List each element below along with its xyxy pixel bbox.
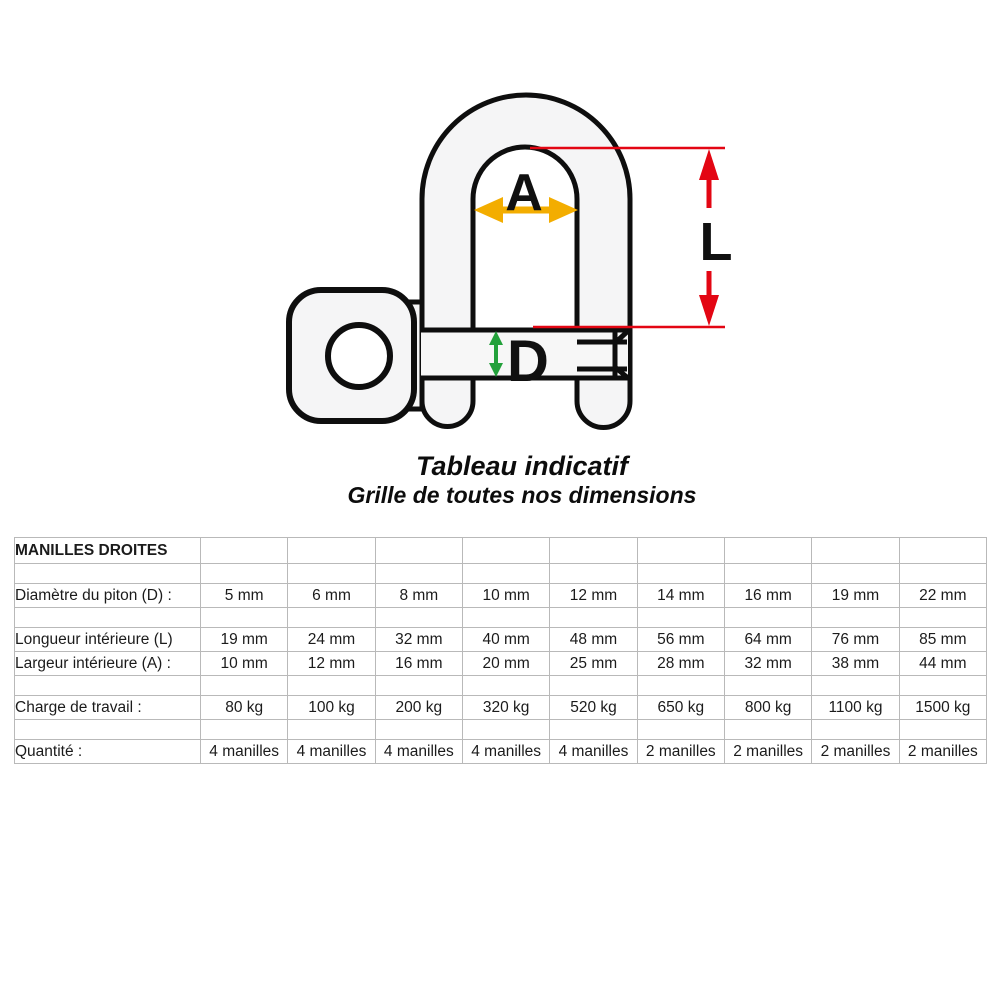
empty-cell [637,538,724,564]
value-cell: 44 mm [899,652,986,676]
titles-block [0,450,1000,509]
value-cell: 650 kg [637,696,724,720]
value-cell: 76 mm [812,628,899,652]
empty-cell [288,720,375,740]
value-cell: 25 mm [550,652,637,676]
empty-cell [812,608,899,628]
empty-cell [462,720,549,740]
dimensions-table [14,537,987,764]
value-cell: 80 kg [201,696,288,720]
value-cell: 4 manilles [375,740,462,764]
empty-cell [375,608,462,628]
value-cell: 1500 kg [899,696,986,720]
empty-cell [201,538,288,564]
value-cell: 12 mm [550,584,637,608]
table-row [15,652,987,676]
value-cell: 800 kg [724,696,811,720]
value-cell: 16 mm [375,652,462,676]
empty-cell [724,720,811,740]
empty-cell [201,676,288,696]
empty-cell [637,608,724,628]
value-cell: 320 kg [462,696,549,720]
empty-cell [899,538,986,564]
value-cell: 6 mm [288,584,375,608]
dimension-label-d: D [507,329,549,394]
dimension-label-a: A [505,164,543,222]
pin-eye-hole [328,325,390,387]
table-subtitle: Grille de toutes nos dimensions [347,482,697,508]
empty-cell [462,538,549,564]
empty-cell [550,720,637,740]
value-cell: 19 mm [201,628,288,652]
empty-cell [637,676,724,696]
empty-cell [812,538,899,564]
empty-cell [462,608,549,628]
value-cell: 4 manilles [462,740,549,764]
empty-cell [899,564,986,584]
empty-cell [899,676,986,696]
value-cell: 4 manilles [201,740,288,764]
empty-cell [550,608,637,628]
empty-cell [899,608,986,628]
value-cell: 4 manilles [550,740,637,764]
value-cell: 10 mm [462,584,549,608]
empty-cell [637,720,724,740]
empty-cell [812,676,899,696]
empty-cell [724,676,811,696]
value-cell: 2 manilles [724,740,811,764]
value-cell: 520 kg [550,696,637,720]
value-cell: 12 mm [288,652,375,676]
empty-cell [375,720,462,740]
empty-cell [288,564,375,584]
value-cell: 4 manilles [288,740,375,764]
row-label-cell: Charge de travail : [15,696,201,720]
table-header-cell: MANILLES DROITES [15,538,201,564]
empty-cell [550,564,637,584]
value-cell: 5 mm [201,584,288,608]
value-cell: 10 mm [201,652,288,676]
table-row [15,696,987,720]
value-cell: 56 mm [637,628,724,652]
empty-cell [375,564,462,584]
empty-cell [15,564,201,584]
empty-cell [724,564,811,584]
row-label-cell: Largeur intérieure (A) : [15,652,201,676]
value-cell: 32 mm [724,652,811,676]
empty-cell [812,564,899,584]
empty-cell [724,608,811,628]
empty-cell [15,720,201,740]
table-row [15,538,987,564]
empty-cell [637,564,724,584]
value-cell: 40 mm [462,628,549,652]
table-spacer-row [15,676,987,696]
value-cell: 38 mm [812,652,899,676]
value-cell: 64 mm [724,628,811,652]
row-label-cell: Quantité : [15,740,201,764]
empty-cell [375,538,462,564]
empty-cell [288,676,375,696]
row-label-cell: Longueur intérieure (L) [15,628,201,652]
table-spacer-row [15,608,987,628]
value-cell: 20 mm [462,652,549,676]
value-cell: 48 mm [550,628,637,652]
value-cell: 24 mm [288,628,375,652]
table-row [15,628,987,652]
value-cell: 16 mm [724,584,811,608]
empty-cell [15,608,201,628]
empty-cell [724,538,811,564]
value-cell: 2 manilles [899,740,986,764]
table-row [15,740,987,764]
value-cell: 19 mm [812,584,899,608]
empty-cell [550,538,637,564]
empty-cell [375,676,462,696]
table-title: Tableau indicatif [415,451,629,481]
empty-cell [201,608,288,628]
value-cell: 14 mm [637,584,724,608]
dimension-label-l: L [699,212,733,272]
empty-cell [288,608,375,628]
value-cell: 8 mm [375,584,462,608]
value-cell: 2 manilles [812,740,899,764]
table-row [15,584,987,608]
value-cell: 100 kg [288,696,375,720]
empty-cell [812,720,899,740]
empty-cell [462,676,549,696]
empty-cell [201,720,288,740]
table-spacer-row [15,720,987,740]
value-cell: 32 mm [375,628,462,652]
value-cell: 22 mm [899,584,986,608]
value-cell: 28 mm [637,652,724,676]
dimensions-table-body [15,538,987,764]
value-cell: 200 kg [375,696,462,720]
empty-cell [899,720,986,740]
empty-cell [550,676,637,696]
empty-cell [288,538,375,564]
row-label-cell: Diamètre du piton (D) : [15,584,201,608]
empty-cell [201,564,288,584]
value-cell: 2 manilles [637,740,724,764]
empty-cell [15,676,201,696]
value-cell: 85 mm [899,628,986,652]
value-cell: 1100 kg [812,696,899,720]
empty-cell [462,564,549,584]
table-spacer-row [15,564,987,584]
